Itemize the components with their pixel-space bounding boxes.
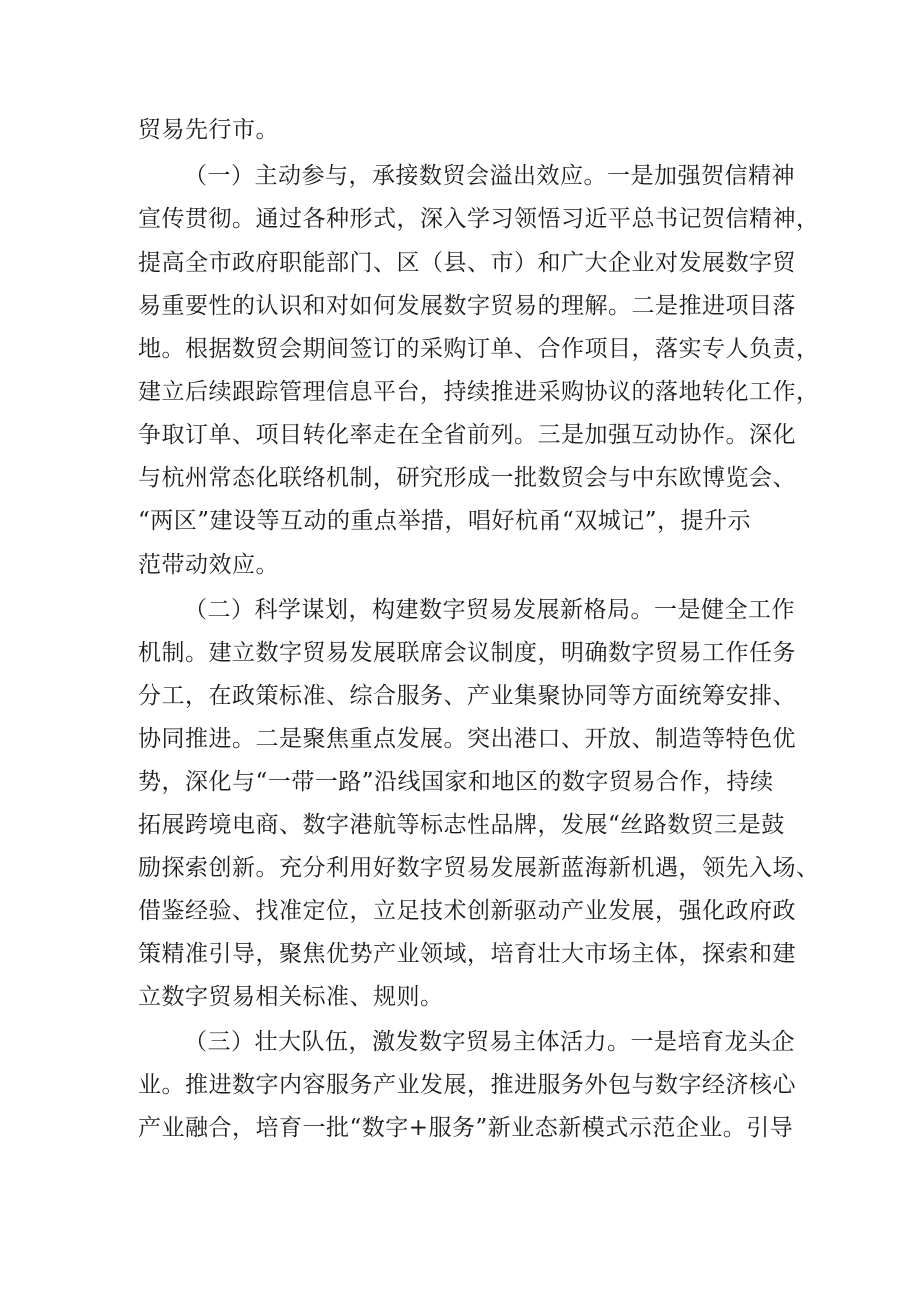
text-line: 分工，在政策标准、综合服务、产业集聚协同等方面统筹安排、 xyxy=(138,683,796,709)
text-line: 争取订单、项目转化率走在全省前列。三是加强互动协作。深化 xyxy=(138,422,796,448)
text-line: 协同推进。二是聚焦重点发展。突出港口、开放、制造等特色优 xyxy=(138,726,796,752)
text-line: 策精准引导，聚焦优势产业领域，培育壮大市场主体，探索和建 xyxy=(138,941,796,967)
text-line: 业。推进数字内容服务产业发展，推进服务外包与数字经济核心 xyxy=(138,1072,796,1098)
section-heading-line: （三）壮大队伍，激发数字贸易主体活力。一是培育龙头企 xyxy=(184,1029,795,1055)
text-line: 地。根据数贸会期间签订的采购订单、合作项目，落实专人负责， xyxy=(138,336,820,362)
text-line: 立数字贸易相关标准、规则。 xyxy=(138,984,444,1010)
text-line: 建立后续跟踪管理信息平台，持续推进采购协议的落地转化工作， xyxy=(138,379,820,405)
text-line: 机制。建立数字贸易发展联席会议制度，明确数字贸易工作任务 xyxy=(138,640,796,666)
text-line: 借鉴经验、找准定位，立足技术创新驱动产业发展，强化政府政 xyxy=(138,898,796,924)
text-line: 与杭州常态化联络机制，研究形成一批数贸会与中东欧博览会、 xyxy=(138,465,796,491)
section-heading-line: （二）科学谋划，构建数字贸易发展新格局。一是健全工作 xyxy=(184,597,795,623)
text-line: 易重要性的认识和对如何发展数字贸易的理解。二是推进项目落 xyxy=(138,293,796,319)
section-heading-line: （一）主动参与，承接数贸会溢出效应。一是加强贺信精神 xyxy=(184,163,795,189)
text-line: 势，深化与“一带一路”沿线国家和地区的数字贸易合作，持续 xyxy=(138,769,774,795)
text-line: 范带动效应。 xyxy=(138,552,279,578)
text-line: 励探索创新。充分利用好数字贸易发展新蓝海新机遇，领先入场、 xyxy=(138,855,820,881)
text-line: 贸易先行市。 xyxy=(138,117,279,143)
text-line: 提高全市政府职能部门、区（县、市）和广大企业对发展数字贸 xyxy=(138,250,796,276)
text-line: 宣传贯彻。通过各种形式，深入学习领悟习近平总书记贺信精神， xyxy=(138,206,820,232)
text-line: “两区”建设等互动的重点举措，唱好杭甬“双城记”，提升示 xyxy=(138,508,752,534)
text-line: 产业融合，培育一批“数字+服务”新业态新模式示范企业。引导 xyxy=(138,1115,794,1141)
text-line: 拓展跨境电商、数字港航等标志性品牌，发展“丝路数贸三是鼓 xyxy=(138,812,785,838)
